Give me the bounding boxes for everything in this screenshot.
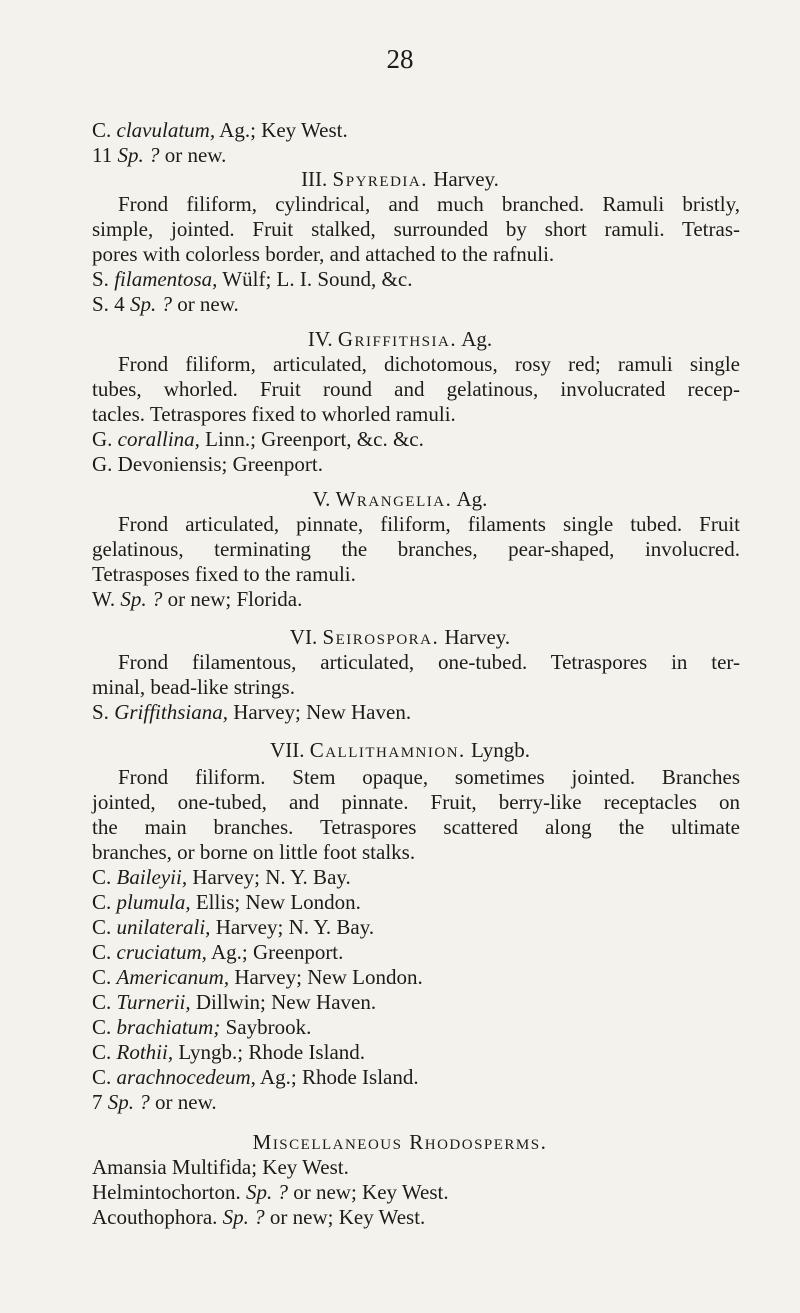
section-number: VII. (270, 738, 305, 762)
entry-g-devoniensis: G. Devoniensis; Greenport. (92, 452, 323, 476)
section-authority: Harvey. (433, 167, 499, 191)
section-number: IV. (307, 327, 333, 351)
entry-s-griffithsiana: S. Griffithsiana, Harvey; New Haven. (92, 700, 412, 724)
section-heading-seirospora (0, 624, 800, 650)
description-line: Frond filiform. Stem opaque, sometimes jointed. Branches (118, 765, 740, 789)
description-line: Frond filamentous, articulated, one-tubed. Tetraspores in ter- (118, 650, 740, 674)
entry-c-americanum: C. Americanum, Harvey; New London. (92, 965, 423, 989)
section-authority: Ag. (461, 327, 493, 351)
entry-count: 11 (92, 143, 118, 167)
section-number: V. (312, 487, 331, 511)
entry-g-corallina: G. corallina, Linn.; Greenport, &c. &c. (92, 427, 424, 451)
description-line: Frond filiform, cylindrical, and much branched. Ramuli bristly, (118, 192, 740, 216)
entry-c-brachiatum: C. brachiatum; Saybrook. (92, 1015, 312, 1039)
entry-unknown-species (92, 142, 740, 168)
page-number: 28 (386, 44, 414, 74)
description-line: Frond filiform, articulated, dichotomous, rosy red; ramuli single (118, 352, 740, 376)
section-genus: Spyredia. (332, 167, 428, 191)
entry-unknown-species: W. Sp. ? or new; Florida. (92, 587, 303, 611)
entry-c-baileyii: C. Baileyii, Harvey; N. Y. Bay. (92, 865, 351, 889)
description-line: gelatinous, terminating the branches, pear-shaped, involucred. (92, 537, 740, 561)
section-authority: Lyngb. (471, 738, 530, 762)
entry-s-filamentosa: S. filamentosa, Wülf; L. I. Sound, &c. (92, 267, 413, 291)
entry-c-clavulatum (92, 117, 740, 143)
section-number: VI. (289, 625, 318, 649)
entry-locality: Ag.; Key West. (215, 118, 348, 142)
entry-c-plumula: C. plumula, Ellis; New London. (92, 890, 361, 914)
entry-acouthophora: Acouthophora. Sp. ? or new; Key West. (92, 1205, 426, 1229)
description-line: branches, or borne on little foot stalks. (92, 840, 416, 864)
section-genus: Wrangelia. (335, 487, 453, 511)
entry-c-rothii: C. Rothii, Lyngb.; Rhode Island. (92, 1040, 366, 1064)
description-line: tacles. Tetraspores fixed to whorled ramuli. (92, 402, 456, 426)
description-line: pores with colorless border, and attached to the rafnuli. (92, 242, 555, 266)
section-authority: Harvey. (444, 625, 511, 649)
section-heading-wrangelia (0, 486, 800, 512)
section-authority: Ag. (456, 487, 488, 511)
description-line: the main branches. Tetraspores scattered along the ultimate (92, 815, 740, 839)
description-line: minal, bead-like strings. (92, 675, 295, 699)
description-line: simple, jointed. Fruit stalked, surrounded by short ramuli. Tetras- (92, 217, 740, 241)
entry-c-unilaterali: C. unilaterali, Harvey; N. Y. Bay. (92, 915, 375, 939)
section-heading-miscellaneous: Miscellaneous Rhodosperms. (252, 1130, 548, 1154)
entry-c-arachnocedeum: C. arachnocedeum, Ag.; Rhode Island. (92, 1065, 419, 1089)
entry-amansia-multifida: Amansia Multifida; Key West. (92, 1155, 349, 1179)
description-line: Frond articulated, pinnate, filiform, filaments single tubed. Fruit (118, 512, 740, 536)
entry-c-cruciatum: C. cruciatum, Ag.; Greenport. (92, 940, 344, 964)
section-heading-griffithsia (0, 326, 800, 352)
description-line: Tetrasposes fixed to the ramuli. (92, 562, 356, 586)
section-genus: Seirospora. (322, 625, 440, 649)
entry-unknown-species: S. 4 Sp. ? or new. (92, 292, 239, 316)
entry-helmintochorton: Helmintochorton. Sp. ? or new; Key West. (92, 1180, 449, 1204)
entry-unknown-species: 7 Sp. ? or new. (92, 1090, 217, 1114)
description-line: jointed, one-tubed, and pinnate. Fruit, berry-like receptacles on (92, 790, 740, 814)
entry-c-turnerii: C. Turnerii, Dillwin; New Haven. (92, 990, 377, 1014)
section-heading-spyredia (0, 166, 800, 192)
entry-genus: C. (92, 118, 117, 142)
entry-note: or new. (159, 143, 227, 167)
description-line: tubes, whorled. Fruit round and gelatinous, involucrated recep- (92, 377, 740, 401)
entry-species: Sp. ? (117, 143, 160, 167)
section-genus: Griffithsia. (337, 327, 458, 351)
entry-species: clavulatum, (116, 118, 216, 142)
section-genus: Callithamnion. (309, 738, 466, 762)
section-heading-callithamnion (0, 737, 800, 763)
section-number: III. (301, 167, 328, 191)
